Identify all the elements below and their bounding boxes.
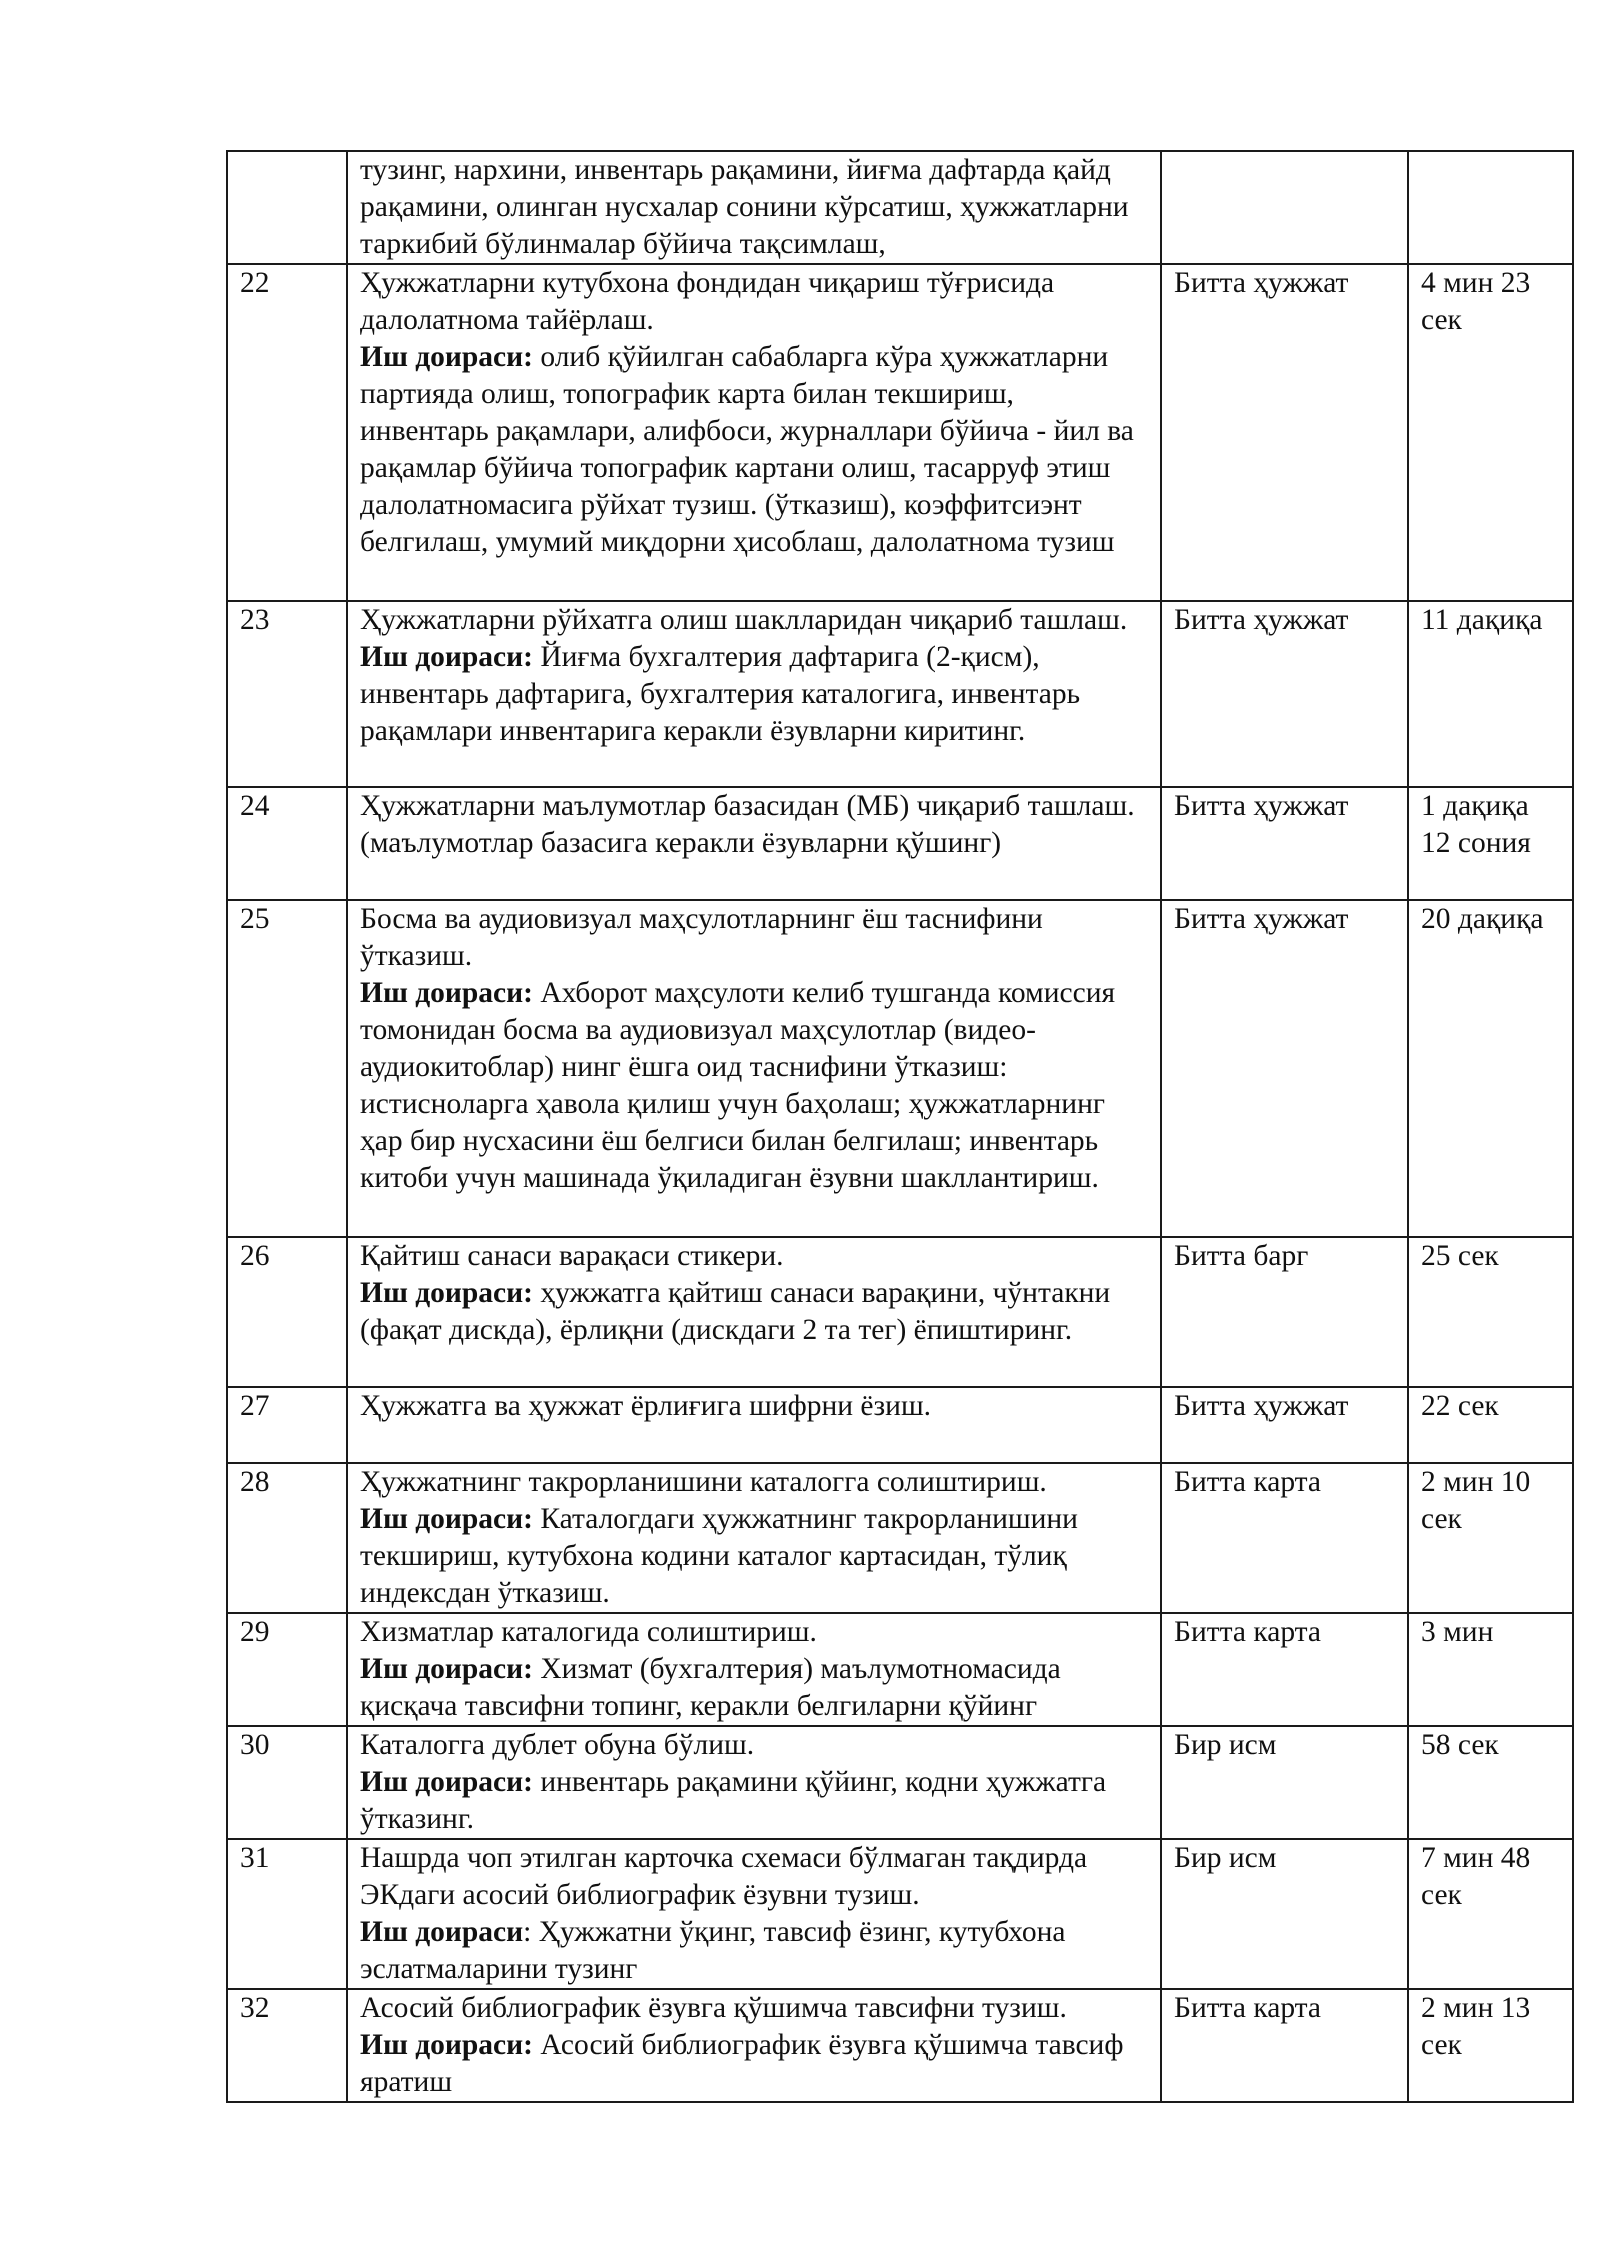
row-description [347, 1989, 1161, 2102]
operation-title: Асосий библиографик ёзувга қўшимча тавсифни тузиш. [360, 1992, 1067, 2024]
scope-label: Иш доираси: [360, 2029, 533, 2061]
row-description [347, 1839, 1161, 1989]
row-number: 27 [227, 1387, 347, 1463]
scope-label: Иш доираси: [360, 341, 533, 373]
operation-title: Ҳужжатларни кутубхона фондидан чиқариш тўғрисида далолатнома тайёрлаш. [360, 267, 1055, 336]
row-number: 30 [227, 1726, 347, 1839]
time-norm: 22 сек [1408, 1387, 1573, 1463]
measure-unit: Битта барг [1161, 1237, 1408, 1387]
scope-text: Ахборот маҳсулоти келиб тушганда комиссия томонидан босма ва аудиовизуал маҳсулотлар (видео-аудиокитоблар) нинг ёшга оид таснифини ўтказиш: истисноларга ҳавола қилиш учун баҳолаш; ҳужжатларнинг ҳар бир нусхасини ёш белгиси билан белгилаш; инвентарь китоби учун машинада ўқиладиган ёзувни шакллантириш. [360, 977, 1116, 1194]
scope-label: Иш доираси: [360, 1653, 533, 1685]
scope-text: инвентарь рақамини қўйинг, кодни ҳужжатга ўтказинг. [360, 1766, 1107, 1835]
operation-title: Нашрда чоп этилган карточка схемаси бўлмаган тақдирда ЭКдаги асосий библиографик ёзувни тузиш. [360, 1842, 1088, 1911]
row-description [347, 1237, 1161, 1387]
measure-unit: Битта ҳужжат [1161, 1387, 1408, 1463]
measure-unit: Битта карта [1161, 1613, 1408, 1726]
row-number: 29 [227, 1613, 347, 1726]
operation-title: тузинг, нархини, инвентарь рақамини, йиғма дафтарда қайд рақамини, олинган нусхалар сонини кўрсатиш, ҳужжатларни таркибий бўлинмалар бўйича тақсимлаш, [360, 154, 1129, 260]
scope-label: Иш доираси: [360, 1503, 533, 1535]
operation-title: Каталогга дублет обуна бўлиш. [360, 1729, 755, 1761]
row-description [347, 1726, 1161, 1839]
row-number: 23 [227, 601, 347, 787]
operation-title: Босма ва аудиовизуал маҳсулотларнинг ёш таснифини ўтказиш. [360, 903, 1043, 972]
measure-unit: Битта ҳужжат [1161, 787, 1408, 900]
measure-unit: Битта карта [1161, 1989, 1408, 2102]
scope-text: олиб қўйилган сабабларга кўра ҳужжатларни партияда олиш, топографик карта билан текшириш, инвентарь рақамлари, алифбоси, журналлари бўйича - йил ва рақамлар бўйича топографик картани олиш, тасарруф этиш далолатномасига рўйхат тузиш. (ўтказиш), коэффитсиэнт белгилаш, умумий миқдорни ҳисоблаш, далолатнома тузиш [360, 341, 1134, 558]
table-row [227, 787, 1573, 900]
row-description [347, 151, 1161, 264]
row-number: 31 [227, 1839, 347, 1989]
row-number: 22 [227, 264, 347, 601]
row-number: 25 [227, 900, 347, 1237]
row-description [347, 1613, 1161, 1726]
operation-title: Ҳужжатларни рўйхатга олиш шаклларидан чиқариб ташлаш. [360, 604, 1128, 636]
row-description [347, 787, 1161, 900]
time-norm: 1 дақиқа 12 сония [1408, 787, 1573, 900]
table-row [227, 1839, 1573, 1989]
scope-text: Асосий библиографик ёзувга қўшимча тавсиф яратиш [360, 2029, 1124, 2098]
table-row [227, 1613, 1573, 1726]
row-number: 32 [227, 1989, 347, 2102]
time-norm: 2 мин 10 сек [1408, 1463, 1573, 1613]
scope-text: : Ҳужжатни ўқинг, тавсиф ёзинг, кутубхона эслатмаларини тузинг [360, 1916, 1066, 1985]
labor-norms-table [226, 150, 1574, 2103]
scope-text: Хизмат (бухгалтерия) маълумотномасида қисқача тавсифни топинг, керакли белгиларни қўйинг [360, 1653, 1061, 1722]
table-row [227, 601, 1573, 787]
time-norm: 20 дақиқа [1408, 900, 1573, 1237]
operation-note: (маълумотлар базасига керакли ёзувларни қўшинг) [360, 827, 1002, 859]
table-row [227, 900, 1573, 1237]
time-norm: 3 мин [1408, 1613, 1573, 1726]
measure-unit: Бир исм [1161, 1839, 1408, 1989]
time-norm: 4 мин 23 сек [1408, 264, 1573, 601]
measure-unit [1161, 151, 1408, 264]
measure-unit: Битта карта [1161, 1463, 1408, 1613]
time-norm: 58 сек [1408, 1726, 1573, 1839]
table-row [227, 151, 1573, 264]
row-description [347, 1387, 1161, 1463]
scope-text: Йиғма бухгалтерия дафтарига (2-қисм), инвентарь дафтарига, бухгалтерия каталогига, инвентарь рақамлари инвентарига керакли ёзувларни киритинг. [360, 641, 1081, 747]
row-description [347, 900, 1161, 1237]
time-norm: 25 сек [1408, 1237, 1573, 1387]
time-norm [1408, 151, 1573, 264]
operation-title: Қайтиш санаси варақаси стикери. [360, 1240, 784, 1272]
measure-unit: Битта ҳужжат [1161, 601, 1408, 787]
row-number: 24 [227, 787, 347, 900]
table-row [227, 1726, 1573, 1839]
scope-text: ҳужжатга қайтиш санаси варақини, чўнтакни (фақат дискда), ёрлиқни (дискдаги 2 та тег) ёпиштиринг. [360, 1277, 1111, 1346]
scope-label: Иш доираси: [360, 1766, 533, 1798]
measure-unit: Битта ҳужжат [1161, 264, 1408, 601]
time-norm: 7 мин 48 сек [1408, 1839, 1573, 1989]
table-row [227, 264, 1573, 601]
operation-title: Ҳужжатнинг такрорланишини каталогга солиштириш. [360, 1466, 1047, 1498]
table-row [227, 1463, 1573, 1613]
table-row [227, 1387, 1573, 1463]
scope-label: Иш доираси: [360, 977, 533, 1009]
row-description [347, 264, 1161, 601]
row-number [227, 151, 347, 264]
operation-title: Хизматлар каталогида солиштириш. [360, 1616, 817, 1648]
table-row [227, 1237, 1573, 1387]
row-description [347, 1463, 1161, 1613]
operation-title: Ҳужжатга ва ҳужжат ёрлиғига шифрни ёзиш. [360, 1390, 932, 1422]
table-row [227, 1989, 1573, 2102]
measure-unit: Битта ҳужжат [1161, 900, 1408, 1237]
scope-text: Каталогдаги ҳужжатнинг такрорланишини текшириш, кутубхона кодини каталог картасидан, тўлиқ индексдан ўтказиш. [360, 1503, 1078, 1609]
scope-label: Иш доираси: [360, 1277, 533, 1309]
row-number: 26 [227, 1237, 347, 1387]
measure-unit: Бир исм [1161, 1726, 1408, 1839]
row-description [347, 601, 1161, 787]
scope-label: Иш доираси: [360, 641, 533, 673]
row-number: 28 [227, 1463, 347, 1613]
time-norm: 11 дақиқа [1408, 601, 1573, 787]
scope-label: Иш доираси [360, 1916, 524, 1948]
operation-title: Ҳужжатларни маълумотлар базасидан (МБ) чиқариб ташлаш. [360, 790, 1135, 822]
time-norm: 2 мин 13 сек [1408, 1989, 1573, 2102]
